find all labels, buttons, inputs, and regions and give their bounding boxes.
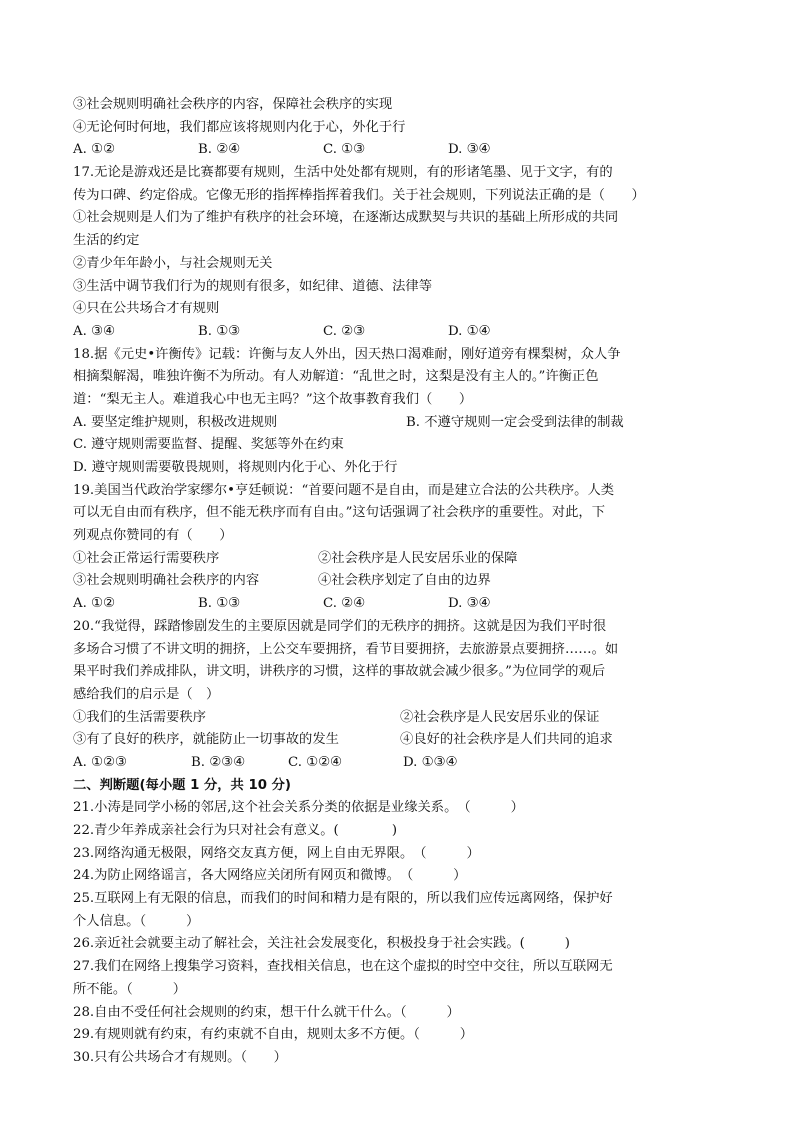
q19-choice-a: A. ①② — [73, 596, 115, 612]
q19-choice-d: D. ③④ — [448, 596, 491, 612]
q16-choice-a: A. ①② — [73, 142, 115, 158]
q19-option-1: ①社会正常运行需要秩序 — [73, 550, 220, 566]
q20-stem-line-3: 果平时我们养成排队，讲文明，讲秩序的习惯，这样的事故就会减少很多。”为位同学的观后 — [73, 664, 606, 680]
q19-choice-b: B. ①③ — [198, 596, 241, 612]
q19-stem-line-1: 19.美国当代政治学家缪尔•亨廷顿说：“首要问题不是自由，而是建立合法的公共秩序。人类 — [73, 482, 615, 498]
q25-line-1: 25.互联网上有无限的信息，而我们的时间和精力是有限的，所以我们应传远离网络，保护好 — [73, 891, 613, 907]
q28: 28.自由不受任何社会规则的约束，想干什么就干什么。（ ） — [73, 1004, 460, 1020]
q20-options-34 — [73, 729, 728, 752]
q19-choices — [73, 593, 728, 616]
q18-choice-c: C. 遵守规则需要监督、提醒、奖惩等外在约束 — [73, 437, 344, 453]
q20-stem-line-4: 感给我们的启示是（ ） — [73, 686, 220, 702]
q17-option-2: ②青少年年龄小，与社会规则无关 — [73, 255, 273, 271]
q17-option-4: ④只在公共场合才有规则 — [73, 301, 220, 317]
q17-stem-line-1: 17.无论是游戏还是比赛都要有规则，生活中处处都有规则，有的形诸笔墨、见于文字，有的 — [73, 165, 613, 181]
q17-option-1-cont: 生活的约定 — [73, 233, 140, 249]
q17-option-1: ①社会规则是人们为了维护有秩序的社会环境，在逐渐达成默契与共识的基础上所形成的共同 — [73, 210, 619, 226]
q20-choice-a: A. ①②③ — [73, 754, 127, 770]
q17-stem-line-2: 传为口碑、约定俗成。它像无形的指挥棒指挥着我们。关于社会规则，下列说法正确的是（ ） — [73, 187, 645, 203]
q17-choice-c: C. ②③ — [323, 323, 365, 339]
q18-choice-b: B. 不遵守规则一定会受到法律的制裁 — [406, 414, 624, 430]
q23: 23.网络沟通无极限，网络交友真方便，网上自由无界限。 （ ） — [73, 845, 480, 861]
q18-stem-line-1: 18.据《元史•许衡传》记载：许衡与友人外出，因天热口渴难耐，刚好道旁有棵梨树，众人争 — [73, 346, 621, 362]
q17-choice-d: D. ①④ — [448, 323, 491, 339]
q20-choice-d: D. ①③④ — [403, 754, 458, 770]
q20-choices — [73, 752, 728, 775]
q19-option-4: ④社会秩序划定了自由的边界 — [318, 573, 491, 589]
q18-choices-ab — [73, 412, 728, 435]
q20-stem-line-2: 多场合习惯了不讲文明的拥挤，上公交车要拥挤，看节目要拥挤，去旅游景点要拥挤……。如 — [73, 641, 619, 657]
q17-option-3: ③生活中调节我们行为的规则有很多，如纪律、道德、法律等 — [73, 278, 433, 294]
q21: 21.小涛是同学小杨的邻居,这个社会关系分类的依据是业缘关系。 （ ） — [73, 800, 524, 816]
q19-stem-line-3: 列观点你赞同的有（ ） — [73, 528, 233, 544]
q20-choice-c: C. ①②④ — [288, 754, 342, 770]
q18-choice-a: A. 要坚定维护规则，积极改进规则 — [73, 414, 278, 430]
q27-line-1: 27.我们在网络上搜集学习资料，查找相关信息，也在这个虚拟的时空中交往，所以互联网无 — [73, 959, 613, 975]
q16-choices — [73, 139, 728, 162]
q18-choice-d: D. 遵守规则需要敬畏规则，将规则内化于心、外化于行 — [73, 460, 398, 475]
q19-option-3: ③社会规则明确社会秩序的内容 — [73, 573, 260, 589]
q27-line-2: 所不能。（ ） — [73, 981, 187, 997]
q16-option-4: ④无论何时何地，我们都应该将规则内化于心，外化于行 — [73, 119, 406, 135]
q26: 26.亲近社会就要主动了解社会，关注社会发展变化，积极投身于社会实践。( ) — [73, 936, 570, 952]
q20-stem-line-1: 20.“我觉得，踩踏惨剧发生的主要原因就是同学们的无秩序的拥挤。这就是因为我们平时很 — [73, 618, 607, 634]
q30: 30.只有公共场合才有规则。（ ） — [73, 1049, 287, 1065]
q20-choice-b: B. ②③④ — [191, 754, 245, 770]
q17-choices — [73, 321, 728, 344]
q22: 22.青少年养成亲社会行为只对社会有意义。( ) — [73, 823, 398, 838]
q19-choice-c: C. ②④ — [323, 596, 365, 612]
q16-choice-d: D. ③④ — [448, 142, 491, 158]
q19-options-34 — [73, 570, 728, 593]
q20-option-3: ③有了良好的秩序，就能防止一切事故的发生 — [73, 732, 339, 748]
q24: 24.为防止网络谣言，各大网络应关闭所有网页和微博。 （ ） — [73, 868, 467, 884]
q16-option-3: ③社会规则明确社会秩序的内容，保障社会秩序的实现 — [73, 97, 393, 112]
q25-line-2: 个人信息。（ ） — [73, 913, 200, 929]
q19-options-12 — [73, 548, 728, 571]
q19-stem-line-2: 可以无自由而有秩序，但不能无秩序而有自由。”这句话强调了社会秩序的重要性。对此，下 — [73, 505, 606, 521]
q20-options-12 — [73, 707, 728, 730]
q20-option-1: ①我们的生活需要秩序 — [73, 709, 206, 725]
q19-option-2: ②社会秩序是人民安居乐业的保障 — [318, 550, 518, 566]
section-2-title: 二、判断题(每小题 1 分，共 10 分) — [73, 777, 291, 793]
q17-choice-b: B. ①③ — [198, 323, 241, 339]
q17-choice-a: A. ③④ — [73, 323, 115, 339]
exam-page — [73, 94, 728, 1070]
q16-choice-c: C. ①③ — [323, 142, 365, 158]
q18-stem-line-2: 相摘梨解渴，唯独许衡不为所动。有人劝解道：“乱世之时，这梨是没有主人的。”许衡正色 — [73, 369, 599, 385]
q18-stem-line-3: 道：“梨无主人。难道我心中也无主吗？”这个故事教育我们（ ） — [73, 391, 473, 407]
q20-option-2: ②社会秩序是人民安居乐业的保证 — [400, 709, 600, 725]
q20-option-4: ④良好的社会秩序是人们共同的追求 — [400, 732, 613, 748]
q16-choice-b: B. ②④ — [198, 142, 241, 158]
q29: 29.有规则就有约束，有约束就不自由，规则太多不方便。（ ） — [73, 1027, 474, 1043]
